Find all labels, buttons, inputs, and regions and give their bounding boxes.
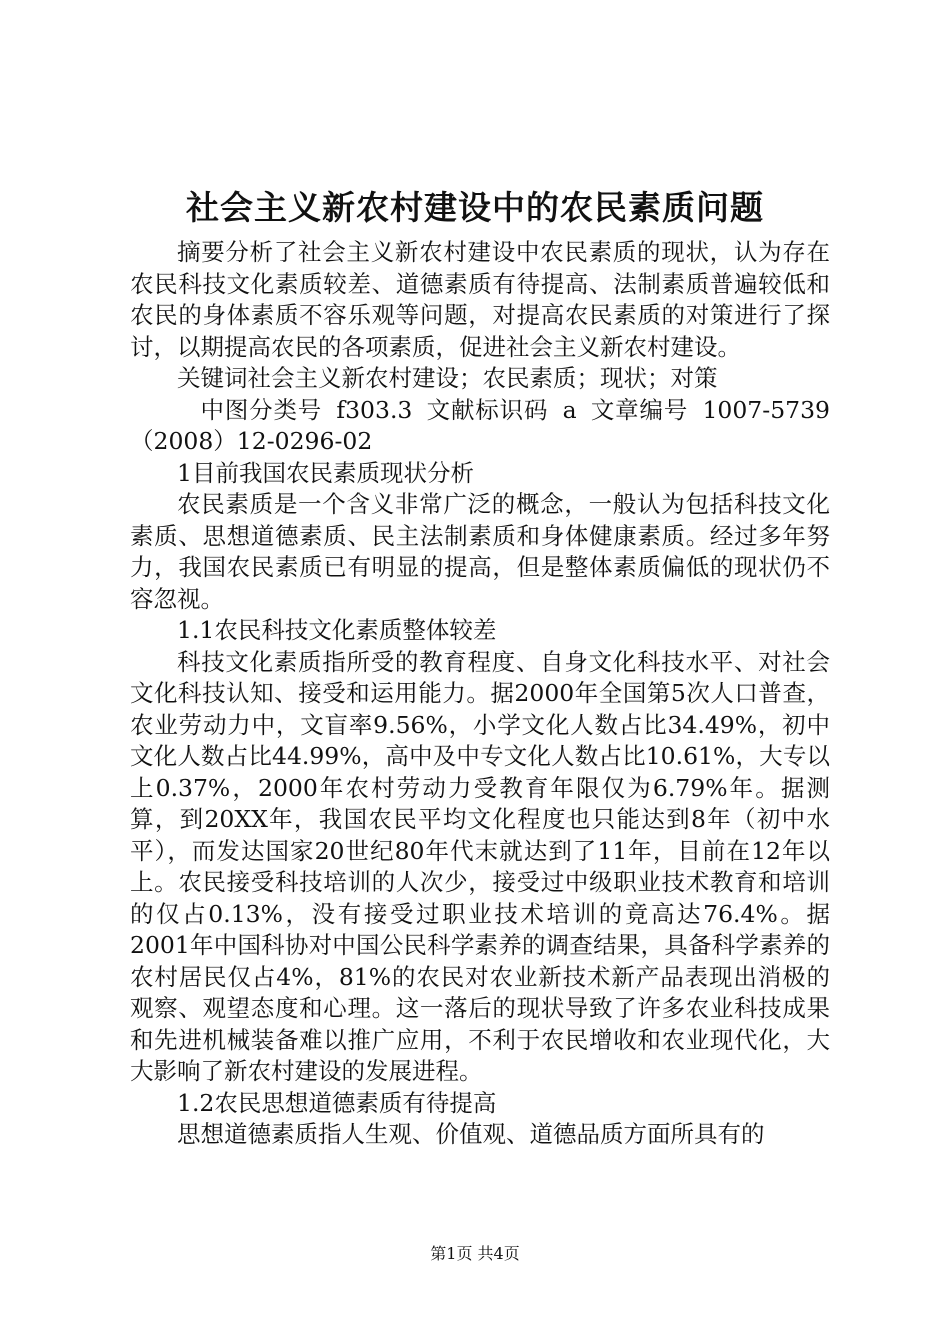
body-paragraph: 科技文化素质指所受的教育程度、自身文化科技水平、对社会文化科技认知、接受和运用能力。据2000年全国第5次人口普查，农业劳动力中，文盲率9.56%，小学文化人数占比34.49%，初中文化人数占比44.99%，高中及中专文化人数占比10.61%，大专以上0.37%，2000年农村劳动力受教育年限仅为6.79%年。据测算，到20XX年，我国农民平均文化程度也只能达到8年（初中水平），而发达国家20世纪80年代末就达到了11年，目前在12年以上。农民接受科技培训的人次少，接受过中级职业技术教育和培训的仅占0.13%，没有接受过职业技术培训的竟高达76.4%。据2001年中国科协对中国公民科学素养的调查结果，具备科学素养的农村居民仅占4%，81%的农民对农业新技术新产品表现出消极的观察、观望态度和心理。这一落后的现状导致了许多农业科技成果和先进机械装备难以推广应用，不利于农民增收和农业现代化，大大影响了新农村建设的发展进程。 (130, 647, 830, 1085)
page-number-footer: 第1页 共4页 (430, 1244, 520, 1263)
body-paragraph: 农民素质是一个含义非常广泛的概念，一般认为包括科技文化素质、思想道德素质、民主法制素质和身体健康素质。经过多年努力，我国农民素质已有明显的提高，但是整体素质偏低的现状仍不容忽视。 (130, 490, 830, 613)
keywords-line: 关键词社会主义新农村建设；农民素质；现状；对策 (177, 364, 718, 392)
section-heading-1-1: 1.1农民科技文化素质整体较差 (177, 616, 497, 644)
document-body (130, 237, 830, 1151)
classification-line: 中图分类号 f303.3 文献标识码 a 文章编号 1007-5739（2008）12-0296-02 (130, 395, 830, 455)
section-heading-1-2: 1.2农民思想道德素质有待提高 (177, 1088, 497, 1117)
section-heading-1: 1目前我国农民素质现状分析 (177, 458, 474, 487)
body-paragraph: 思想道德素质指人生观、价值观、道德品质方面所具有的 (177, 1120, 765, 1148)
abstract-paragraph: 摘要分析了社会主义新农村建设中农民素质的现状，认为存在农民科技文化素质较差、道德素质有待提高、法制素质普遍较低和农民的身体素质不容乐观等问题，对提高农民素质的对策进行了探讨，以期提高农民的各项素质，促进社会主义新农村建设。 (130, 238, 830, 361)
document-title: 社会主义新农村建设中的农民素质问题 (186, 188, 764, 227)
